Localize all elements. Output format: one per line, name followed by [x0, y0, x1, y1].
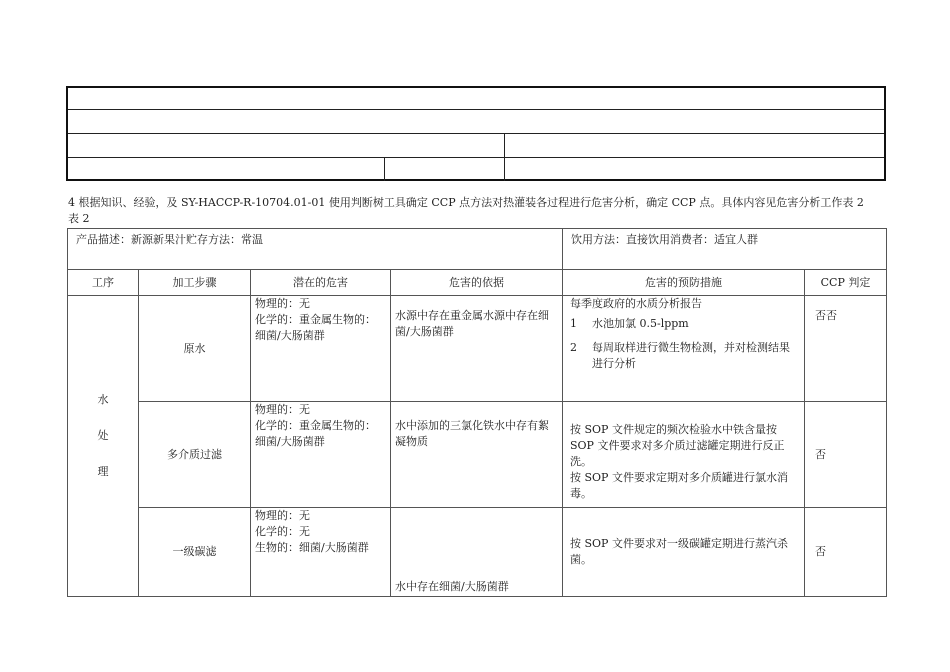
- intro-paragraph: 4 根据知识、经验，及 SY-HACCP-R-10704.01-01 使用判断树工具确定 CCP 点方法对热灌装各过程进行危害分析，确定 CCP 点。具体内容见危害分析工作表 2: [68, 196, 864, 209]
- measures-cell: [563, 296, 805, 402]
- measure-item: [570, 316, 800, 332]
- column-header: CCP 判定: [805, 270, 887, 296]
- table-row: [68, 296, 887, 402]
- table-header-row: [68, 270, 887, 296]
- form-header-grid: [66, 86, 886, 181]
- table-row: [68, 508, 887, 597]
- process-char: 理: [97, 465, 109, 478]
- hazard-line: 物理的：无: [255, 403, 310, 416]
- usage-description: 饮用方法：直接饮用消费者：适宜人群: [563, 229, 887, 270]
- column-header: 危害的预防措施: [563, 270, 805, 296]
- column-header: 潜在的危害: [251, 270, 391, 296]
- column-header: 工序: [68, 270, 139, 296]
- measures-title: 每季度政府的水质分析报告: [570, 297, 702, 310]
- hazard-line: 物理的：无: [255, 297, 310, 310]
- measures-cell: [563, 508, 805, 597]
- measure-number: 1: [570, 317, 577, 330]
- grid-line: [504, 133, 505, 181]
- hazard-line: 细菌/大肠菌群: [255, 329, 325, 342]
- hazard-line: 化学的：重金属生物的：: [255, 419, 376, 432]
- hazard-line: 化学的：重金属生物的：: [255, 313, 376, 326]
- hazard-line: 生物的：细菌/大肠菌群: [255, 541, 369, 554]
- basis-cell: 水中添加的三氯化铁水中存有絮凝物质: [391, 402, 563, 508]
- measure-text: 水池加氯 0.5-lppm: [592, 317, 689, 330]
- step-cell: 一级碳滤: [139, 508, 251, 597]
- grid-line: [384, 157, 385, 181]
- hazard-line: 细菌/大肠菌群: [255, 435, 325, 448]
- ccp-cell: 否: [805, 508, 887, 597]
- table-row: [68, 402, 887, 508]
- basis-cell: 水源中存在重金属水源中存在细菌/大肠菌群: [391, 296, 563, 402]
- hazard-cell: [251, 296, 391, 402]
- basis-cell: 水中存在细菌/大肠菌群: [391, 508, 563, 597]
- column-header: 加工步骤: [139, 270, 251, 296]
- hazard-line: 物理的：无: [255, 509, 310, 522]
- step-cell: 原水: [139, 296, 251, 402]
- measures-cell: [563, 402, 805, 508]
- measure-text: 每周取样进行微生物检测，并对检测结果进行分析: [592, 341, 790, 370]
- grid-line: [68, 157, 884, 158]
- grid-line: [68, 109, 884, 110]
- measure-line: 按 SOP 文件要求对一级碳罐定期进行蒸汽杀菌。: [570, 537, 788, 566]
- column-header: 危害的依据: [391, 270, 563, 296]
- measure-number: 2: [570, 341, 577, 354]
- measure-line: 按 SOP 文件规定的频次检验水中铁含量按 SOP 文件要求对多介质过滤罐定期进行反正洗。: [570, 423, 785, 468]
- process-char: 处: [97, 429, 109, 442]
- measure-line: 按 SOP 文件要求定期对多介质罐进行氯水消毒。: [570, 471, 788, 500]
- hazard-cell: [251, 402, 391, 508]
- product-description: 产品描述：新源新果汁贮存方法：常温: [68, 229, 563, 270]
- grid-line: [68, 133, 884, 134]
- ccp-cell: 否: [805, 402, 887, 508]
- hazard-analysis-table: [67, 228, 887, 597]
- hazard-line: 化学的：无: [255, 525, 310, 538]
- ccp-cell: 否否: [805, 296, 887, 402]
- table-label: 表 2: [68, 212, 90, 225]
- hazard-cell: [251, 508, 391, 597]
- process-cell: [68, 296, 139, 597]
- table-info-row: [68, 229, 887, 270]
- measure-item: [570, 340, 800, 372]
- step-cell: 多介质过滤: [139, 402, 251, 508]
- process-char: 水: [97, 393, 109, 406]
